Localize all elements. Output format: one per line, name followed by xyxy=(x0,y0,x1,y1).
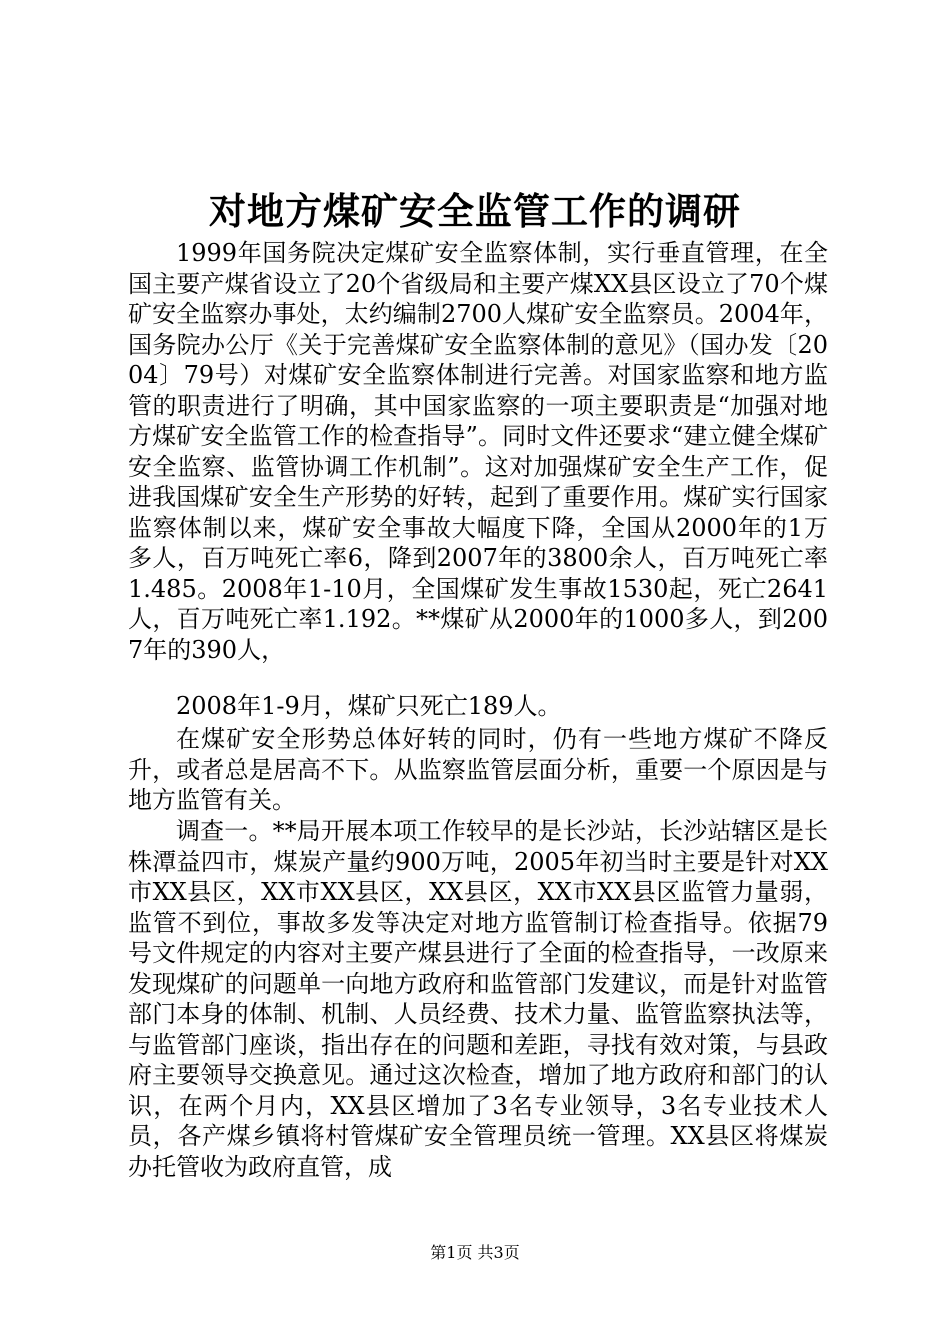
paragraph-4: 调查一。**局开展本项工作较早的是长沙站，长沙站辖区是长株潭益四市，煤炭产量约900万吨，2005年初当时主要是针对XX市XX县区，XX市XX县区，XX县区，XX市XX县区监管力量弱，监管不到位，事故多发等决定对地方监管制订检查指导。依据79号文件规定的内容对主要产煤县进行了全面的检查指导，一改原来发现煤矿的问题单一向地方政府和监管部门发建议，而是针对监管部门本身的体制、机制、人员经费、技术力量、监管监察执法等，与监管部门座谈，指出存在的问题和差距，寻找有效对策，与县政府主要领导交换意见。通过这次检查，增加了地方政府和部门的认识，在两个月内，XX县区增加了3名专业领导，3名专业技术人员，各产煤乡镇将村管煤矿安全管理员统一管理。XX县区将煤炭办托管收为政府直管，成 xyxy=(128,817,828,1181)
paragraph-3: 在煤矿安全形势总体好转的同时，仍有一些地方煤矿不降反升，或者总是居高不下。从监察监管层面分析，重要一个原因是与地方监管有关。 xyxy=(128,725,828,814)
paragraph-1: 1999年国务院决定煤矿安全监察体制，实行垂直管理，在全国主要产煤省设立了20个省级局和主要产煤XX县区设立了70个煤矿安全监察办事处，太约编制2700人煤矿安全监察员。2004年，国务院办公厅《关于完善煤矿安全监察体制的意见》（国办发〔2004〕79号）对煤矿安全监察体制进行完善。对国家监察和地方监管的职责进行了明确，其中国家监察的一项主要职责是“加强对地方煤矿安全监管工作的检查指导”。同时文件还要求“建立健全煤矿安全监察、监管协调工作机制”。这对加强煤矿安全生产工作，促进我国煤矿安全生产形势的好转，起到了重要作用。煤矿实行国家监察体制以来，煤矿安全事故大幅度下降，全国从2000年的1万多人，百万吨死亡率6，降到2007年的3800余人，百万吨死亡率1.485。2008年1-10月，全国煤矿发生事故1530起，死亡2641人，百万吨死亡率1.192。**煤矿从2000年的1000多人，到2007年的390人， xyxy=(128,239,828,664)
paragraph-2: 2008年1-9月，煤矿只死亡189人。 xyxy=(176,692,562,720)
page-footer: 第1页 共3页 xyxy=(430,1243,520,1262)
document-title: 对地方煤矿安全监管工作的调研 xyxy=(209,189,741,233)
